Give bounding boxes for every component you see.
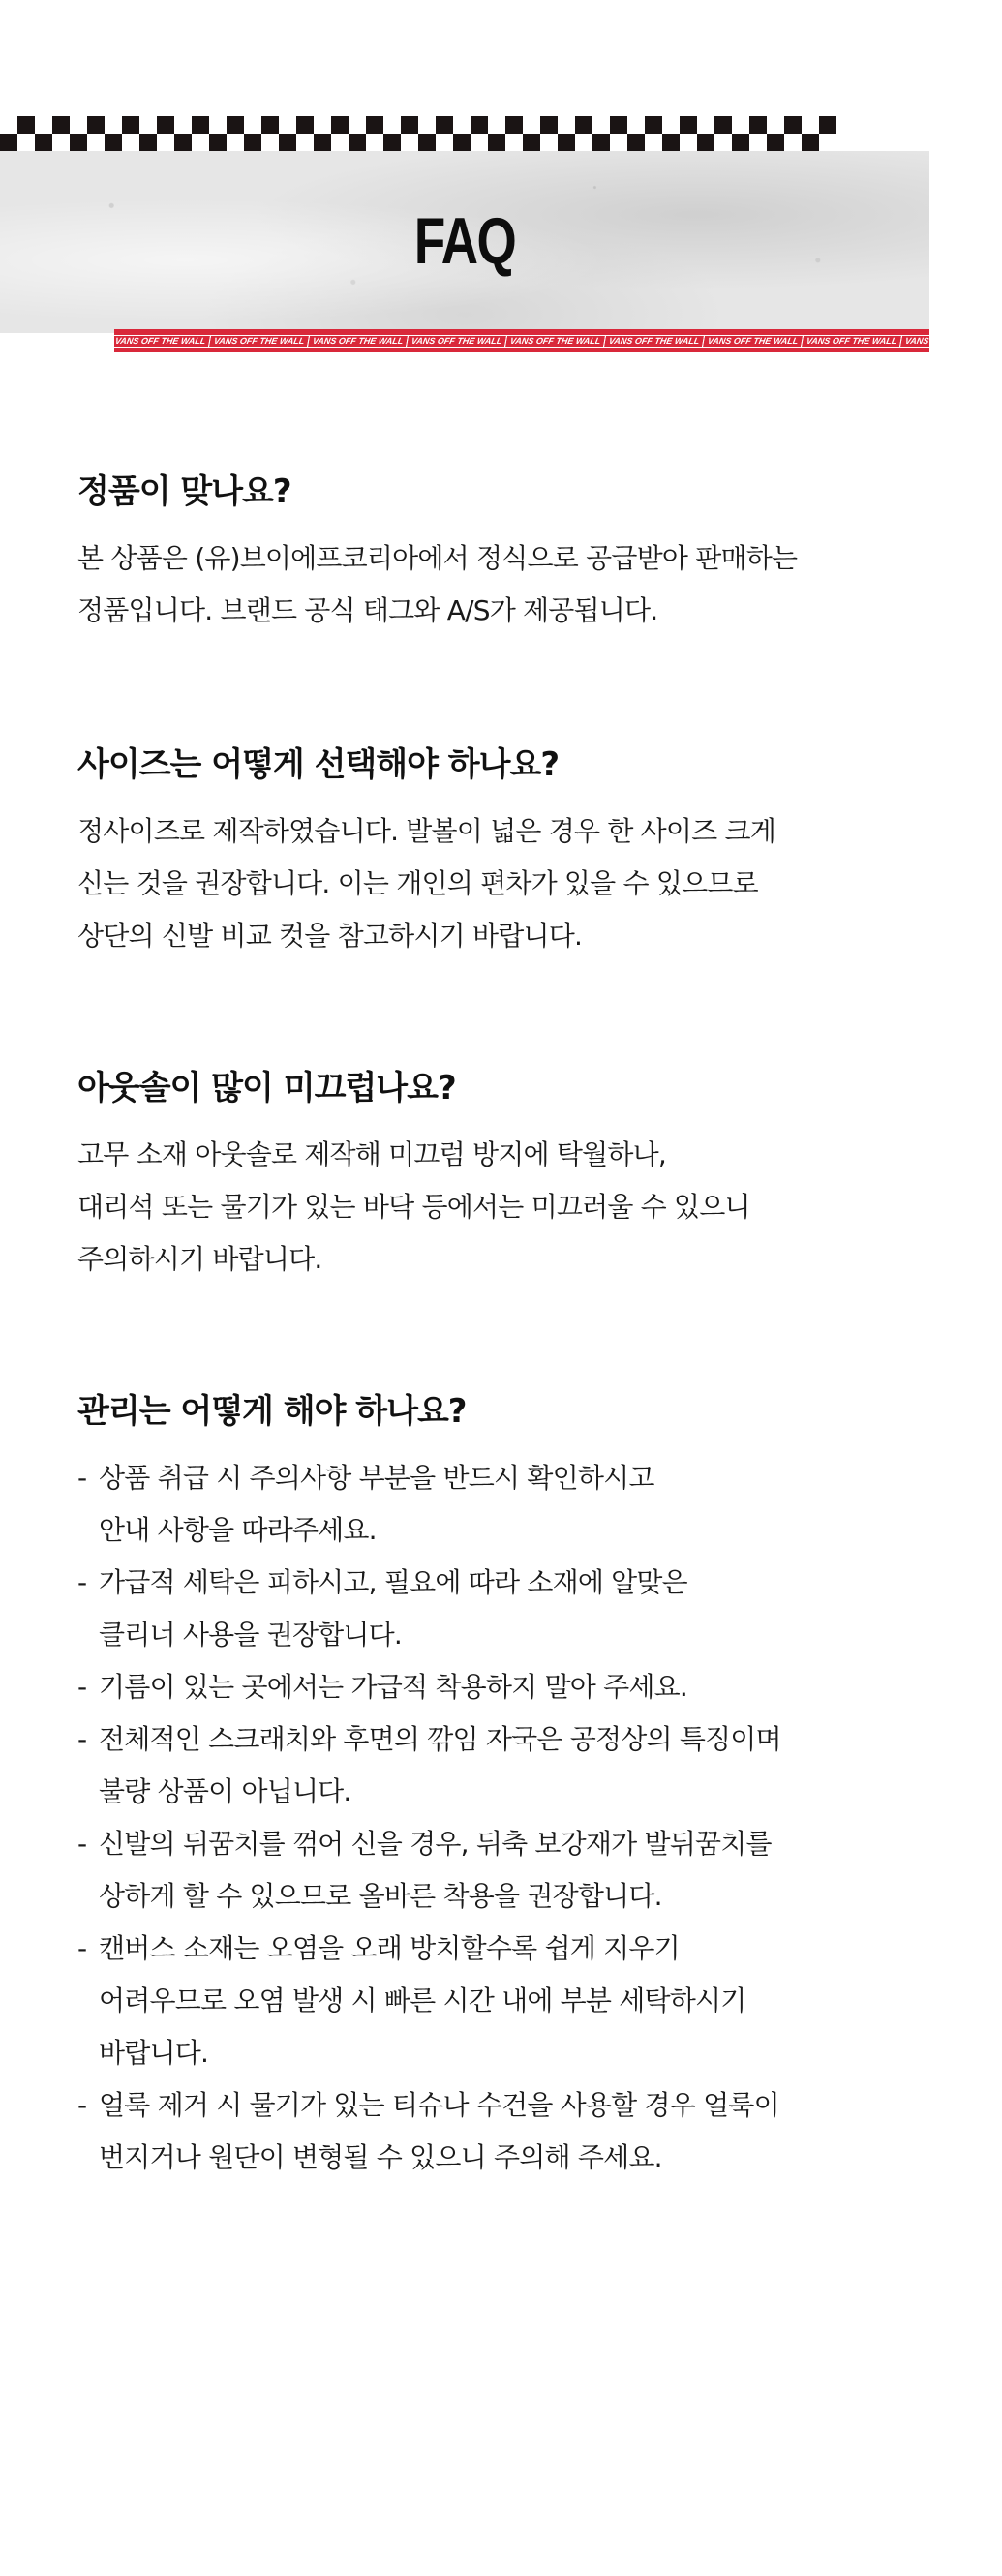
- answer-line: 정품입니다. 브랜드 공식 태그와 A/S가 제공됩니다.: [77, 594, 658, 626]
- vans-logo-icon: [114, 331, 207, 350]
- vans-logo-tape: [114, 329, 997, 352]
- list-item: [77, 1818, 871, 1923]
- list-item-line: 캔버스 소재는 오염을 오래 방치할수록 쉽게 지우기: [99, 1932, 680, 1964]
- checkerboard-stripe: [0, 116, 836, 151]
- dash-bullet: -: [77, 1932, 87, 1964]
- vans-logo-mark: VANS OFF THE WALL: [801, 335, 903, 348]
- answer-line: 신는 것을 권장합니다. 이는 개인의 편차가 있을 수 있으므로: [77, 867, 758, 899]
- vans-logo-icon: [707, 331, 800, 350]
- list-item-line: 불량 상품이 아닙니다.: [99, 1775, 351, 1807]
- list-item-line: 상하게 할 수 있으므로 올바른 착용을 권장합니다.: [99, 1880, 662, 1912]
- dash-bullet: -: [77, 1828, 87, 1860]
- dash-bullet: -: [77, 1723, 87, 1755]
- answer-line: 본 상품은 (유)브이에프코리아에서 정식으로 공급받아 판매하는: [77, 542, 798, 574]
- vans-logo-icon: [805, 331, 898, 350]
- question-title: 관리는 어떻게 해야 하나요?: [77, 1392, 467, 1431]
- vans-logo-mark: VANS OFF THE WALL: [899, 335, 1002, 348]
- question-title: 정품이 맞나요?: [77, 472, 291, 511]
- list-item-line: 얼룩 제거 시 물기가 있는 티슈나 수건을 사용할 경우 얼룩이: [99, 2089, 779, 2121]
- vans-logo-mark: VANS OFF THE WALL: [109, 335, 212, 348]
- vans-logo-mark: VANS OFF THE WALL: [208, 335, 311, 348]
- question-title: 사이즈는 어떻게 선택해야 하나요?: [77, 745, 560, 784]
- vans-logo-mark: VANS OFF THE WALL: [406, 335, 508, 348]
- list-item-line: 가급적 세탁은 피하시고, 필요에 따라 소재에 알맞은: [99, 1566, 687, 1598]
- list-item-line: 안내 사항을 따라주세요.: [99, 1514, 377, 1546]
- vans-logo-icon: [213, 331, 306, 350]
- care-list: [77, 1452, 871, 2184]
- answer-line: 정사이즈로 제작하였습니다. 발볼이 넓은 경우 한 사이즈 크게: [77, 815, 776, 847]
- answer-text: [77, 805, 871, 962]
- list-item: [77, 1557, 871, 1661]
- vans-logo-mark: VANS OFF THE WALL: [307, 335, 410, 348]
- vans-logo-mark: VANS OFF THE WALL: [504, 335, 607, 348]
- vans-logo-icon: [410, 331, 503, 350]
- answer-text: [77, 532, 871, 637]
- list-item-line: 클리너 사용을 권장합니다.: [99, 1619, 403, 1651]
- list-item: [77, 1713, 871, 1818]
- list-item-line: 기름이 있는 곳에서는 가급적 착용하지 말아 주세요.: [99, 1671, 687, 1703]
- vans-logo-icon: [509, 331, 602, 350]
- vans-logo-icon: [904, 331, 997, 350]
- list-item: [77, 2079, 871, 2184]
- vans-logo-mark: VANS OFF THE WALL: [702, 335, 805, 348]
- answer-line: 고무 소재 아웃솔로 제작해 미끄럼 방지에 탁월하나,: [77, 1138, 666, 1170]
- list-item-line: 신발의 뒤꿈치를 꺾어 신을 경우, 뒤축 보강재가 발뒤꿈치를: [99, 1828, 772, 1860]
- page-title: FAQ: [413, 204, 516, 278]
- list-item: [77, 1661, 871, 1713]
- dash-bullet: -: [77, 1671, 87, 1703]
- answer-line: 주의하시기 바랍니다.: [77, 1243, 322, 1275]
- list-item-line: 어려우므로 오염 발생 시 빠른 시간 내에 부분 세탁하시기: [99, 1985, 746, 2016]
- list-item: [77, 1923, 871, 2079]
- list-item-line: 바랍니다.: [99, 2037, 209, 2069]
- dash-bullet: -: [77, 1566, 87, 1598]
- answer-line: 상단의 신발 비교 컷을 참고하시기 바랍니다.: [77, 920, 583, 952]
- answer-line: 대리석 또는 물기가 있는 바닥 등에서는 미끄러울 수 있으니: [77, 1191, 750, 1223]
- vans-logo-icon: [312, 331, 405, 350]
- question-title: 아웃솔이 많이 미끄럽나요?: [77, 1069, 456, 1107]
- list-item: [77, 1452, 871, 1557]
- dash-bullet: -: [77, 1462, 87, 1494]
- list-item-line: 상품 취급 시 주의사항 부분을 반드시 확인하시고: [99, 1462, 654, 1494]
- vans-logo-icon: [608, 331, 701, 350]
- list-item-line: 번지거나 원단이 변형될 수 있으니 주의해 주세요.: [99, 2141, 662, 2173]
- answer-text: [77, 1129, 871, 1286]
- vans-logo-mark: VANS OFF THE WALL: [603, 335, 706, 348]
- dash-bullet: -: [77, 2089, 87, 2121]
- list-item-line: 전체적인 스크래치와 후면의 깎임 자국은 공정상의 특징이며: [99, 1723, 781, 1755]
